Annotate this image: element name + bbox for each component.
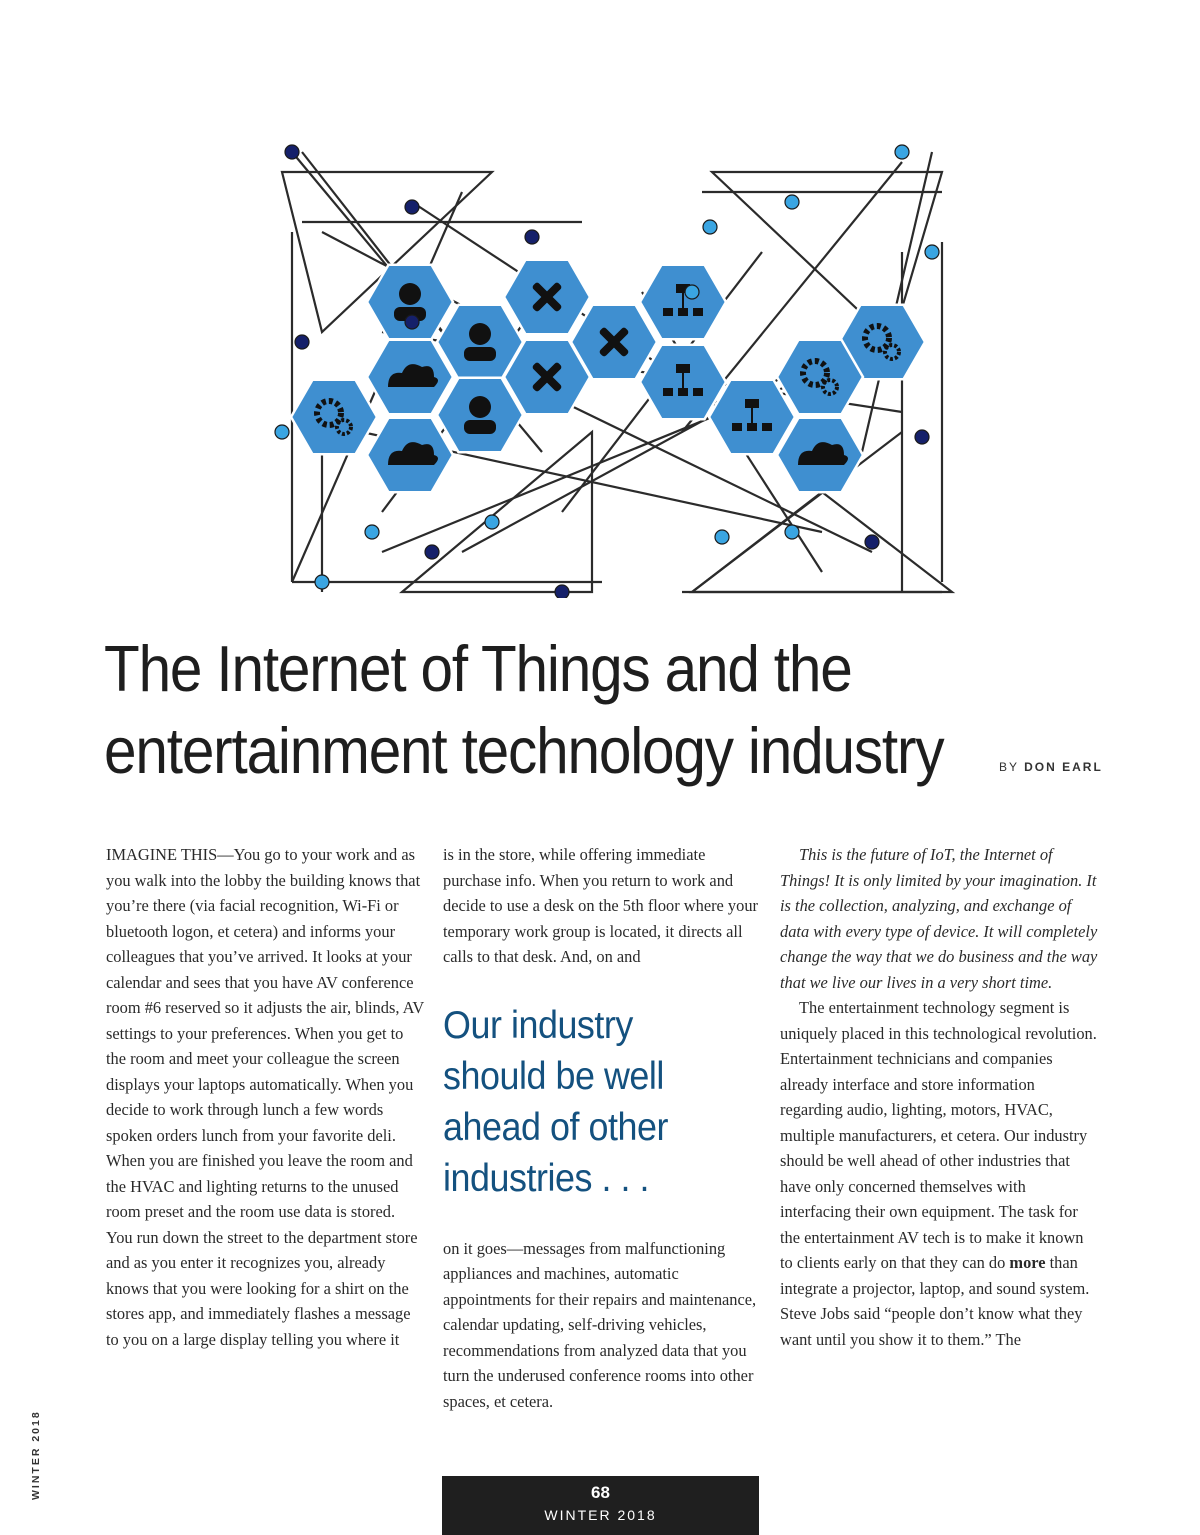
body-paragraph: is in the store, while offering immediate purchase info. When you return to work and decide to use a desk on the 5th floor where your temporary work group is located, it directs all calls to that desk. And, on and <box>443 845 758 966</box>
pull-quote-line: industries . . . <box>443 1156 650 1200</box>
network-node <box>365 525 379 539</box>
body-column-2 <box>443 842 761 1414</box>
network-node <box>865 535 879 549</box>
body-column-3 <box>780 842 1098 1352</box>
world-map-icon <box>367 418 453 492</box>
page-number: 68 <box>591 1483 610 1502</box>
network-node <box>425 545 439 559</box>
body-paragraph <box>780 995 1098 1352</box>
body-text: than integrate a projector, laptop, and sound system. Steve Jobs said “people don’t know what they want until you show it to them.” The <box>780 1253 1090 1349</box>
network-triangle <box>692 492 952 592</box>
page-footer <box>442 1476 759 1535</box>
iot-hero-illustration <box>262 132 958 598</box>
article-title <box>104 628 1004 792</box>
network-node <box>405 200 419 214</box>
network-node <box>525 230 539 244</box>
network-node <box>785 195 799 209</box>
network-node <box>485 515 499 529</box>
byline-prefix: BY <box>999 760 1019 774</box>
pull-quote <box>443 1000 736 1204</box>
title-line-1: The Internet of Things and the <box>104 632 852 705</box>
pull-quote-line: Our industry <box>443 1003 633 1047</box>
intro-italic-paragraph: This is the future of IoT, the Internet of Things! It is only limited by your imagination. It is the collection, analyzing, and exchange of data with every type of device. It will completely change the way that we do business and the way that we live our lives in a very short time. <box>780 845 1098 992</box>
network-node <box>925 245 939 259</box>
astronaut-icon <box>777 418 863 492</box>
network-node <box>555 585 569 598</box>
network-node <box>915 430 929 444</box>
network-node <box>685 285 699 299</box>
network-diagram-icon <box>640 265 726 339</box>
emphasis-text: more <box>1009 1253 1046 1272</box>
side-issue-label: WINTER 2018 <box>30 1410 42 1500</box>
network-node <box>895 145 909 159</box>
iot-network-graphic <box>262 132 958 598</box>
network-node <box>703 220 717 234</box>
body-paragraph: on it goes—messages from malfunctioning appliances and machines, automatic appointments for their repairs and maintenance, calendar updating, self-driving vehicles, recommendations from analyzed data that you turn the underused conference rooms into other spaces, et cetera. <box>443 1238 757 1411</box>
author-name: DON EARL <box>1024 760 1103 774</box>
network-node <box>295 335 309 349</box>
footer-issue: WINTER 2018 <box>544 1507 657 1523</box>
pull-quote-line: should be well <box>443 1054 664 1098</box>
network-node <box>285 145 299 159</box>
lightbulb-icon <box>367 340 453 414</box>
network-node <box>275 425 289 439</box>
network-node <box>715 530 729 544</box>
title-line-2: entertainment technology industry <box>104 714 944 787</box>
body-paragraph: IMAGINE THIS—You go to your work and as you walk into the lobby the building knows that you’re there (via facial recognition, Wi-Fi or bluetooth logon, et cetera) and informs your colleagues that you’ve arrived. It looks at your calendar and sees that you have AV conference room #6 reserved so it adjusts the air, blinds, AV settings to your preferences. When you get to the room and meet your colleague the screen displays your laptops automatically. When you decide to work through lunch a few words spoken orders lunch from your favorite deli. When you are finished you leave the room and the HVAC and lighting returns to the unused room preset and the room use data is stored. You run down the street to the department store and as you enter it recognizes you, already knows that you were looking for a shirt on the stores app, and immediately flashes a message to you on a large display telling you where it <box>106 845 424 1349</box>
gears-icon <box>291 380 377 454</box>
network-node <box>405 315 419 329</box>
body-text: The entertainment technology segment is uniquely placed in this technological revolution. Entertainment technicians and companies already interface and store information regarding audio, lighting, motors, HVAC, multiple manufacturers, et cetera. Our industry should be well ahead of other industries that have only concerned themselves with interfacing their own equipment. The task for the entertainment AV tech is to make it known to clients early on that they can do <box>780 998 1097 1272</box>
network-node <box>315 575 329 589</box>
byline <box>999 760 1103 774</box>
network-node <box>785 525 799 539</box>
pull-quote-line: ahead of other <box>443 1105 668 1149</box>
body-column-1 <box>106 842 424 1352</box>
